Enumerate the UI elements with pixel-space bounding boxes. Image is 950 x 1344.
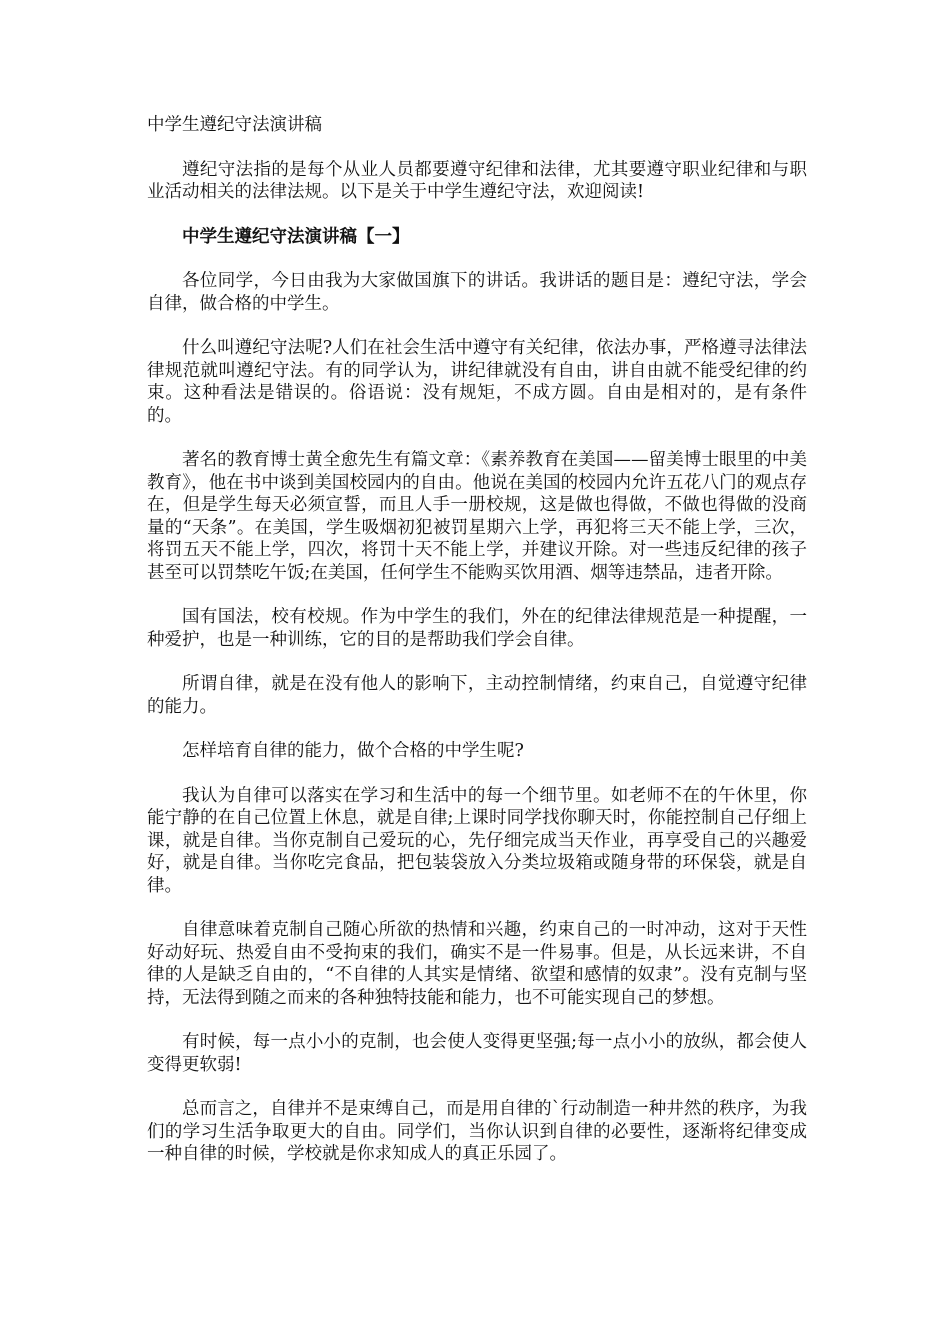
body-paragraph: 有时候，每一点小小的克制，也会使人变得更坚强;每一点小小的放纵，都会使人变得更软弱! [147,1032,807,1075]
body-paragraph: 著名的教育博士黄全愈先生有篇文章：《素养教育在美国——留美博士眼里的中美教育》，他在书中谈到美国校园内的自由。他说在美国的校园内允许五花八门的观点存在，但是学生每天必须宣誓，而且人手一册校规，这是做也得做，不做也得做的没商量的“天条”。在美国，学生吸烟初犯被罚星期六上学，再犯将三天不能上学，三次，将罚五天不能上学，四次，将罚十天不能上学，并建议开除。对一些违反纪律的孩子甚至可以罚禁吃午饭;在美国，任何学生不能购买饮用酒、烟等违禁品，违者开除。 [147,450,807,583]
document-title: 中学生遵纪守法演讲稿 [147,115,322,135]
body-paragraph: 什么叫遵纪守法呢?人们在社会生活中遵守有关纪律，依法办事，严格遵寻法律法律规范就叫遵纪守法。有的同学认为，讲纪律就没有自由，讲自由就不能受纪律的约束。这种看法是错误的。俗语说：没有规矩，不成方圆。自由是相对的，是有条件的。 [147,338,807,426]
body-paragraph: 各位同学，今日由我为大家做国旗下的讲话。我讲话的题目是：遵纪守法，学会自律，做合格的中学生。 [147,271,807,314]
intro-paragraph: 遵纪守法指的是每个从业人员都要遵守纪律和法律，尤其要遵守职业纪律和与职业活动相关的法律法规。以下是关于中学生遵纪守法，欢迎阅读! [147,159,807,202]
body-paragraph: 我认为自律可以落实在学习和生活中的每一个细节里。如老师不在的午休里，你能宁静的在自己位置上休息，就是自律;上课时同学找你聊天时，你能控制自己仔细上课，就是自律。当你克制自己爱玩的心，先仔细完成当天作业，再享受自己的兴趣爱好，就是自律。当你吃完食品，把包装袋放入分类垃圾箱或随身带的环保袋，就是自律。 [147,785,807,896]
body-paragraph: 自律意味着克制自己随心所欲的热情和兴趣，约束自己的一时冲动，这对于天性好动好玩、热爱自由不受拘束的我们，确实不是一件易事。但是，从长远来讲，不自律的人是缺乏自由的，“不自律的人其实是情绪、欲望和感情的奴隶”。没有克制与坚持，无法得到随之而来的各种独特技能和能力，也不可能实现自己的梦想。 [147,920,807,1008]
section-heading: 中学生遵纪守法演讲稿【一】 [182,226,410,247]
body-paragraph: 国有国法，校有校规。作为中学生的我们，外在的纪律法律规范是一种提醒，一种爱护，也是一种训练，它的目的是帮助我们学会自律。 [147,607,807,650]
body-paragraph: 怎样培育自律的能力，做个合格的中学生呢? [182,741,524,761]
body-paragraph: 所谓自律，就是在没有他人的影响下，主动控制情绪，约束自己，自觉遵守纪律的能力。 [147,674,807,717]
body-paragraph: 总而言之，自律并不是束缚自己，而是用自律的`行动制造一种井然的秩序，为我们的学习生活争取更大的自由。同学们，当你认识到自律的必要性，逐渐将纪律变成一种自律的时候，学校就是你求知成人的真正乐园了。 [147,1099,807,1164]
document-page [147,114,807,1188]
